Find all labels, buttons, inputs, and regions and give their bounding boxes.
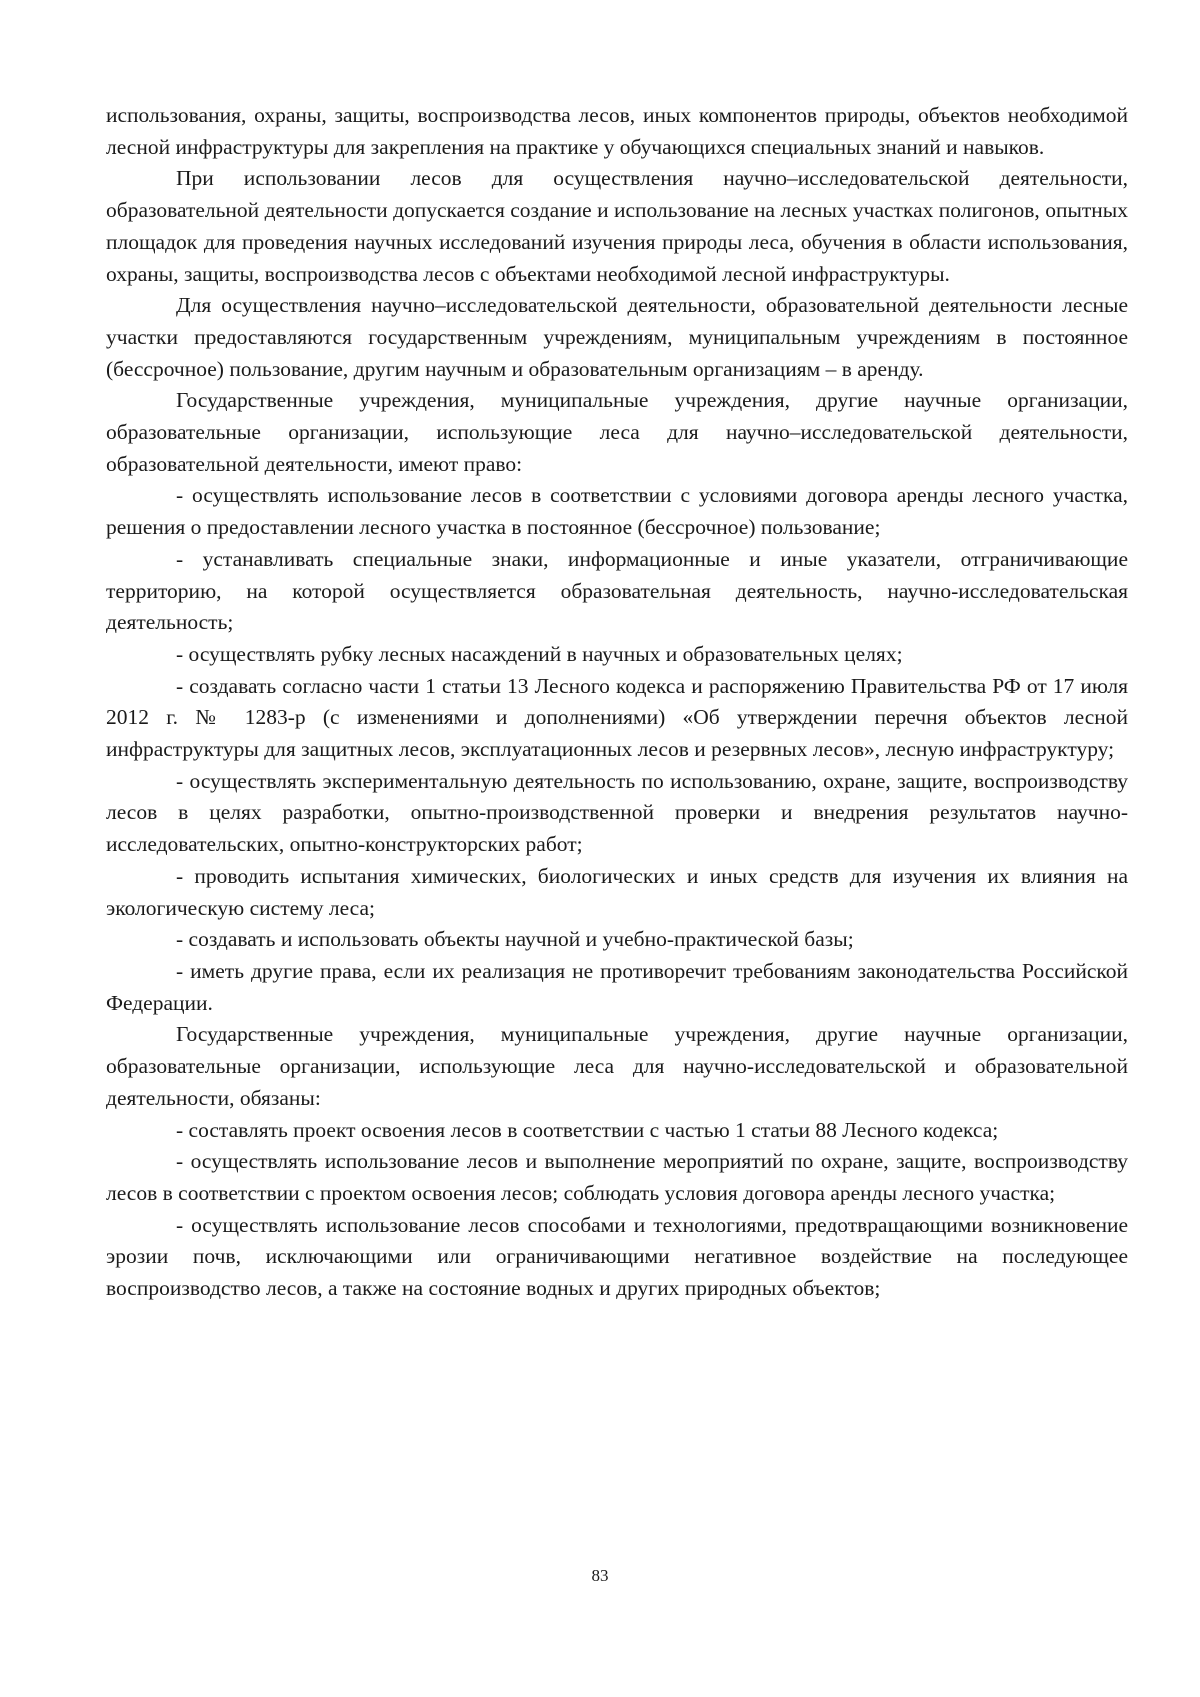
list-item-right: - иметь другие права, если их реализация не противоречит требованиям законодательства Российской Федерации. xyxy=(106,958,1128,1015)
list-item-right: - осуществлять экспериментальную деятельность по использованию, охране, защите, воспроизводству лесов в целях разработки, опытно-производственной проверки и внедрения результатов научно-исследовательских, опытно-конструкторских работ; xyxy=(106,768,1128,857)
paragraph-land-provision: Для осуществления научно–исследовательской деятельности, образовательной деятельности лесные участки предоставляются государственным учреждениям, муниципальным учреждениям в постоянное (бессрочное) пользование, другим научным и образовательным организациям – в аренду. xyxy=(106,293,1128,381)
list-item-right: - осуществлять рубку лесных насаждений в научных и образовательных целях; xyxy=(176,641,903,666)
list-item-right: - осуществлять использование лесов в соответствии с условиями договора аренды лесного участка, решения о предоставлении лесного участка в постоянное (бессрочное) пользование; xyxy=(106,483,1128,540)
list-item-duty: - составлять проект освоения лесов в соответствии с частью 1 статьи 88 Лесного кодекса; xyxy=(176,1117,999,1142)
document-page xyxy=(106,100,1128,1305)
list-item-right: - устанавливать специальные знаки, информационные и иные указатели, отграничивающие территорию, на которой осуществляется образовательная деятельность, научно-исследовательская деятельность; xyxy=(106,546,1128,635)
list-item-duty: - осуществлять использование лесов способами и технологиями, предотвращающими возникновение эрозии почв, исключающими или ограничивающими негативное воздействие на последующее воспроизводство лесов, а также на состояние водных и других природных объектов; xyxy=(106,1212,1128,1301)
list-item-duty: - осуществлять использование лесов и выполнение мероприятий по охране, защите, воспроизводству лесов в соответствии с проектом освоения лесов; соблюдать условия договора аренды лесного участка; xyxy=(106,1149,1128,1205)
paragraph-duties-intro: Государственные учреждения, муниципальные учреждения, другие научные организации, образовательные организации, использующие леса для научно-исследовательской и образовательной деятельности, обязаны: xyxy=(106,1022,1128,1110)
page-number: 83 xyxy=(591,1566,609,1585)
paragraph-continuation: использования, охраны, защиты, воспроизводства лесов, иных компонентов природы, объектов необходимой лесной инфраструктуры для закрепления на практике у обучающихся специальных знаний и навыков. xyxy=(106,103,1128,159)
list-item-right: - проводить испытания химических, биологических и иных средств для изучения их влияния на экологическую систему леса; xyxy=(106,863,1128,920)
paragraph-rights-intro: Государственные учреждения, муниципальные учреждения, другие научные организации, образовательные организации, использующие леса для научно–исследовательской деятельности, образовательной деятельности, имеют право: xyxy=(106,388,1128,476)
list-item-right: - создавать и использовать объекты научной и учебно-практической базы; xyxy=(176,927,854,952)
paragraph-forest-use: При использовании лесов для осуществления научно–исследовательской деятельности, образовательной деятельности допускается создание и использование на лесных участках полигонов, опытных площадок для проведения научных исследований изучения природы леса, обучения в области использования, охраны, защиты, воспроизводства лесов с объектами необходимой лесной инфраструктуры. xyxy=(106,166,1128,286)
list-item-right: - создавать согласно части 1 статьи 13 Лесного кодекса и распоряжению Правительства РФ от 17 июля 2012 г. № 1283-р (с изменениями и дополнениями) «Об утверждении перечня объектов лесной инфраструктуры для защитных лесов, эксплуатационных лесов и резервных лесов», лесную инфраструктуру; xyxy=(106,673,1128,762)
